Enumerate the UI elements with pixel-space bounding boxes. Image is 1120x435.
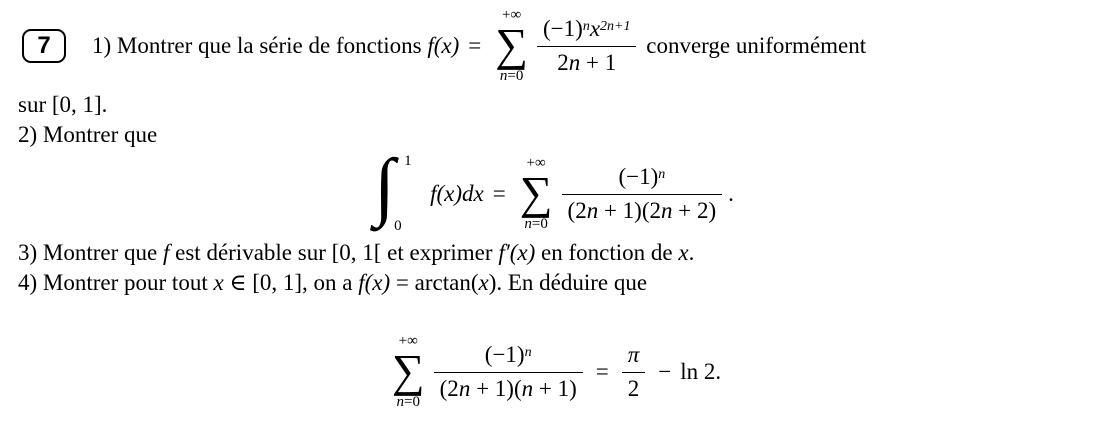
ln-two-term: ln 2. <box>680 359 722 384</box>
den-part: + 1 <box>580 49 617 75</box>
minus-sign: − <box>658 359 672 384</box>
question-3-line <box>18 238 1120 268</box>
q4-math-fx: f(x) <box>358 270 391 295</box>
den-var: n <box>568 49 581 75</box>
integral-upper-bound: 1 <box>404 153 412 169</box>
q1-continuation-line <box>18 90 1120 120</box>
sum-upper-limit: +∞ <box>398 333 418 350</box>
sum-index-var: n <box>524 215 532 232</box>
sum-symbol <box>392 334 425 409</box>
den-var: n <box>458 375 471 401</box>
num-base: (−1) <box>484 342 525 368</box>
den-part: + 1) <box>533 375 577 401</box>
sum-lower-limit <box>524 217 547 232</box>
den-part: + 1)( <box>470 375 522 401</box>
fraction-numerator <box>434 342 583 372</box>
q3-text: 3) Montrer que <box>18 240 163 265</box>
question-1-row <box>18 2 1120 90</box>
pi-symbol: π <box>622 342 646 372</box>
q3-math-fprime: f′(x) <box>498 240 536 265</box>
q4-text: = arctan( <box>390 270 479 295</box>
display-equation-result <box>18 320 1120 424</box>
q3-text: est dérivable sur [0, 1[ et exprimer <box>169 240 499 265</box>
den-part: + 1)(2 <box>598 197 661 223</box>
num-variable: x <box>589 16 601 42</box>
sum-symbol <box>495 8 528 83</box>
q4-math-x: x <box>213 270 224 295</box>
sum-index-value: =0 <box>531 215 548 232</box>
num-exponent: n <box>524 345 532 361</box>
eq2-equals: = <box>492 181 506 206</box>
sum-index-value: =0 <box>404 393 420 410</box>
sum-upper-limit: +∞ <box>526 155 546 172</box>
question-4-line <box>18 268 1120 298</box>
pi-over-two-fraction <box>622 342 646 402</box>
q1-fx: f(x) <box>427 33 460 58</box>
q1-text-prefix: 1) Montrer que la série de fonctions <box>92 33 428 58</box>
fraction-denominator <box>434 373 583 402</box>
q3-math-f: f <box>163 240 170 265</box>
sum-symbol <box>520 156 553 231</box>
num-exponent: n <box>658 167 666 183</box>
display-equation-integral <box>18 144 1120 238</box>
sigma-icon: ∑ <box>391 345 425 397</box>
q4-text: ). En déduire que <box>488 270 648 295</box>
series-term-fraction <box>537 16 636 76</box>
question-2-label-line <box>18 120 1120 150</box>
q3-text: . <box>688 240 695 265</box>
den-var: n <box>586 197 599 223</box>
q4-text: 4) Montrer pour tout <box>18 270 214 295</box>
fraction-denominator <box>562 195 723 224</box>
num-base: (−1) <box>618 164 659 190</box>
num-exponent: n <box>582 19 590 35</box>
integral-lower-bound: 0 <box>394 218 402 234</box>
sigma-icon: ∑ <box>519 167 553 219</box>
q1-continuation-text: sur [0, 1]. <box>18 92 108 117</box>
integral-icon: ∫ <box>374 144 395 228</box>
q4-text: ∈ [0, 1], on a <box>223 270 359 295</box>
sigma-icon: ∑ <box>495 19 529 71</box>
integral-symbol <box>374 144 426 234</box>
den-part: 2 <box>557 49 569 75</box>
equation-period: . <box>728 181 734 206</box>
sum-index-var: n <box>396 393 404 410</box>
fraction-numerator <box>562 164 723 194</box>
q3-text: en fonction de <box>535 240 679 265</box>
den-var: n <box>661 197 673 223</box>
q1-text-suffix: converge uniformément <box>640 33 867 58</box>
series-term-fraction <box>434 342 583 402</box>
series-term-fraction <box>562 164 723 224</box>
integrand: f(x)dx <box>430 181 484 206</box>
num-variable-exponent: 2n+1 <box>600 19 631 35</box>
q3-math-x: x <box>678 240 689 265</box>
exercise-number-badge: 7 <box>22 29 66 63</box>
fraction-denominator <box>537 47 636 76</box>
q2-label: 2) Montrer que <box>18 122 158 147</box>
sum-upper-limit: +∞ <box>502 7 522 24</box>
pi-denominator: 2 <box>627 375 640 401</box>
sum-index-var: n <box>499 67 508 84</box>
eq4-equals: = <box>595 359 609 384</box>
den-var: n <box>521 375 534 401</box>
den-part: + 2) <box>672 197 717 223</box>
q1-equals: = <box>468 33 482 58</box>
fraction-numerator <box>537 16 636 46</box>
den-part: (2 <box>439 375 459 401</box>
num-base: (−1) <box>543 16 583 42</box>
sum-lower-limit <box>397 395 420 410</box>
den-part: (2 <box>567 197 587 223</box>
sum-lower-limit <box>500 69 523 84</box>
sum-index-value: =0 <box>507 67 524 84</box>
q4-math-x: x <box>478 270 489 295</box>
